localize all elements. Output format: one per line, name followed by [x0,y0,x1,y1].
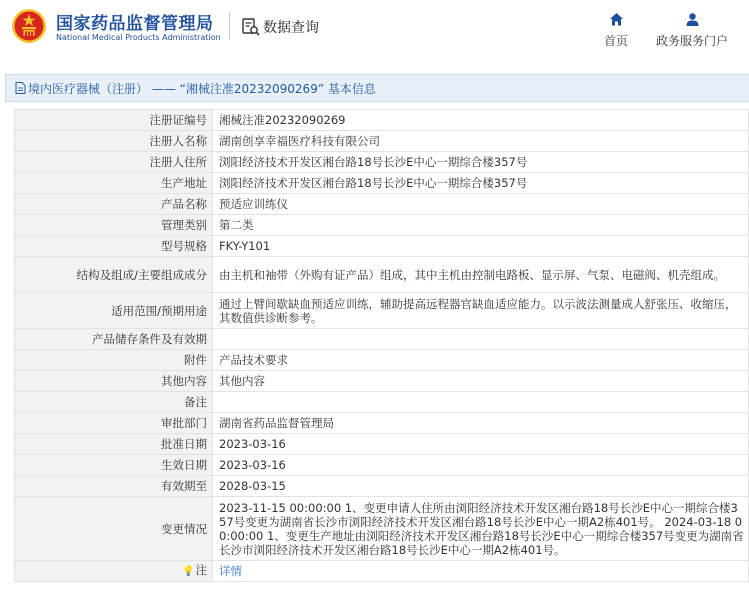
registration-detail-table [14,109,749,582]
field-label: 备注 [15,392,213,413]
field-label: 生产地址 [15,173,213,194]
field-value: 2023-03-16 [213,434,749,455]
field-label: 附件 [15,350,213,371]
table-row [15,215,749,236]
field-value: 湘械注准20232090269 [213,110,749,131]
data-query-icon [241,17,261,37]
field-value: 预适应训练仪 [213,194,749,215]
note-value-cell [213,561,749,582]
field-value: 浏阳经济技术开发区湘台路18号长沙E中心一期综合楼357号 [213,152,749,173]
data-query-label: 数据查询 [263,20,319,36]
table-row [15,413,749,434]
field-label: 适用范围/预期用途 [15,293,213,329]
document-icon [15,82,26,94]
field-label: 有效期至 [15,476,213,497]
detail-table-body [15,110,749,582]
field-label: 生效日期 [15,455,213,476]
field-label: 变更情况 [15,497,213,561]
lightbulb-icon: 💡 [182,566,195,577]
table-row [15,257,749,293]
field-value: 2023-11-15 00:00:00 1、变更申请人住所由浏阳经济技术开发区湘台路18号长沙E中心一期综合楼357号变更为湖南省长沙市浏阳经济技术开发区湘台路18号长沙E中心一期A2栋401号。 2024-03-18 00:00:00 1、变更生产地址由浏阳经济技术开发区湘台路18号长沙E中心一期综合楼357号变更为湖南省长沙市浏阳经济技术开发区湘台路18号长沙E中心一期A2栋401号。 [213,497,749,561]
field-value: 产品技术要求 [213,350,749,371]
field-label: 管理类别 [15,215,213,236]
field-label: 注册人住所 [15,152,213,173]
field-label: 注册证编号 [15,110,213,131]
field-label: 其他内容 [15,371,213,392]
field-value: 湖南创享幸福医疗科技有限公司 [213,131,749,152]
field-value: 浏阳经济技术开发区湘台路18号长沙E中心一期综合楼357号 [213,173,749,194]
breadcrumb-text: 境内医疗器械（注册） —— “湘械注准20232090269” 基本信息 [28,81,376,96]
field-value: FKY-Y101 [213,236,749,257]
field-value: 第二类 [213,215,749,236]
table-row [15,497,749,561]
table-row [15,194,749,215]
note-label-cell [15,561,213,582]
table-row [15,476,749,497]
national-emblem-icon [11,8,47,44]
field-label: 注册人名称 [15,131,213,152]
field-value: 由主机和袖带（外购有证产品）组成，其中主机由控制电路板、显示屏、气泵、电磁阀、机壳组成。 [213,257,749,293]
table-row [15,392,749,413]
note-label: 注 [195,563,207,577]
table-row [15,455,749,476]
field-label: 结构及组成/主要组成成分 [15,257,213,293]
site-header [0,0,749,60]
header-divider [229,12,230,40]
nav-home-label: 首页 [604,34,629,48]
table-row [15,350,749,371]
field-value: 2023-03-16 [213,455,749,476]
table-row [15,329,749,350]
table-row [15,131,749,152]
field-label: 产品名称 [15,194,213,215]
table-row [15,110,749,131]
field-value: 2028-03-15 [213,476,749,497]
org-name-en: National Medical Products Administration [56,33,221,42]
table-row [15,293,749,329]
table-row [15,236,749,257]
breadcrumb [5,74,749,102]
field-value: 其他内容 [213,371,749,392]
field-label: 产品储存条件及有效期 [15,329,213,350]
field-label: 批准日期 [15,434,213,455]
home-icon [609,12,624,27]
table-row [15,152,749,173]
table-row [15,434,749,455]
field-value: 通过上臂间歇缺血预适应训练，辅助提高远程器官缺血适应能力。以示波法测量成人舒张压、收缩压，其数值供诊断参考。 [213,293,749,329]
field-value [213,392,749,413]
nav-portal-label: 政务服务门户 [656,34,729,48]
field-label: 型号规格 [15,236,213,257]
nav-home[interactable] [604,12,628,49]
data-query-title[interactable] [241,16,319,38]
user-icon [685,12,700,27]
details-link[interactable]: 详情 [219,564,242,578]
table-row-note [15,561,749,582]
field-label: 审批部门 [15,413,213,434]
table-row [15,371,749,392]
org-name-cn: 国家药品监督管理局 [56,14,214,34]
table-row [15,173,749,194]
nav-service-portal[interactable] [656,12,728,49]
field-value: 湖南省药品监督管理局 [213,413,749,434]
field-value [213,329,749,350]
